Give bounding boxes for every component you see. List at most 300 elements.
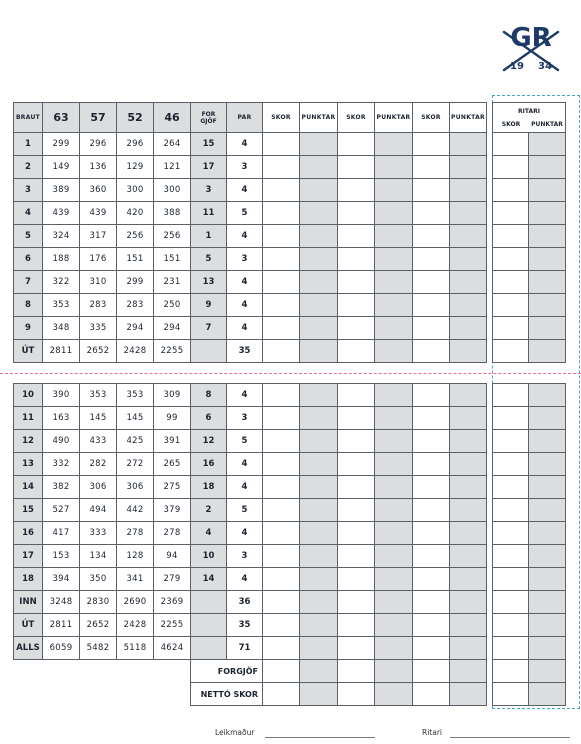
punktar-cell[interactable] <box>300 384 338 407</box>
punktar-cell[interactable] <box>375 317 413 340</box>
ritari-punktar-cell[interactable] <box>529 248 566 271</box>
punktar-cell[interactable] <box>300 545 338 568</box>
ritari-skor-cell[interactable] <box>493 591 529 614</box>
tee-57-length: 494 <box>80 499 117 522</box>
ritari-punktar-cell[interactable] <box>529 271 566 294</box>
punktar-cell[interactable] <box>375 499 413 522</box>
spacer <box>14 683 43 706</box>
punktar-cell[interactable] <box>300 522 338 545</box>
spacer <box>43 660 80 683</box>
tee-57-length: 333 <box>80 522 117 545</box>
ritari-skor-cell[interactable] <box>493 202 529 225</box>
skor-cell[interactable] <box>263 545 300 568</box>
ritari-punktar-cell[interactable] <box>529 545 566 568</box>
punktar-cell[interactable] <box>300 453 338 476</box>
punktar-cell[interactable] <box>300 683 338 706</box>
skor-cell[interactable] <box>263 453 300 476</box>
punktar-cell[interactable] <box>300 133 338 156</box>
tee-63-length: 394 <box>43 568 80 591</box>
tee-46-length: 278 <box>154 522 191 545</box>
skor-cell[interactable] <box>413 568 450 591</box>
skor-cell[interactable] <box>338 591 375 614</box>
punktar-cell[interactable] <box>300 317 338 340</box>
hole-par: 4 <box>227 476 263 499</box>
tee-52-length: 129 <box>117 156 154 179</box>
spacer <box>43 683 80 706</box>
skor-cell[interactable] <box>263 407 300 430</box>
punktar-cell[interactable] <box>300 294 338 317</box>
skor-cell[interactable] <box>338 317 375 340</box>
punktar-cell[interactable] <box>300 271 338 294</box>
tee-57-length: 136 <box>80 156 117 179</box>
punktar-cell[interactable] <box>450 407 487 430</box>
hole-handicap: 11 <box>191 202 227 225</box>
hole-row <box>14 225 566 248</box>
hole-par: 4 <box>227 317 263 340</box>
skor-cell[interactable] <box>338 407 375 430</box>
spacer <box>80 660 117 683</box>
ritari-skor-cell[interactable] <box>493 407 529 430</box>
skor-cell[interactable] <box>338 202 375 225</box>
skor-cell[interactable] <box>338 133 375 156</box>
hole-par: 4 <box>227 384 263 407</box>
summary-label: FORGJÖF <box>191 660 263 683</box>
punktar-cell[interactable] <box>450 545 487 568</box>
tee-46-total: 2369 <box>154 591 191 614</box>
skor-header: SKOR <box>338 103 375 133</box>
skor-cell[interactable] <box>413 156 450 179</box>
tee-46-total: 2255 <box>154 614 191 637</box>
tee-52-length: 294 <box>117 317 154 340</box>
punktar-cell[interactable] <box>450 453 487 476</box>
skor-cell[interactable] <box>413 179 450 202</box>
tee-52-length: 256 <box>117 225 154 248</box>
spacer <box>154 660 191 683</box>
tee-63-total: 6059 <box>43 637 80 660</box>
skor-cell[interactable] <box>338 683 375 706</box>
par-total: 35 <box>227 340 263 363</box>
hole-number: 5 <box>14 225 43 248</box>
hole-par: 5 <box>227 430 263 453</box>
ritari-skor-cell[interactable] <box>493 430 529 453</box>
skor-cell[interactable] <box>263 591 300 614</box>
hole-handicap: 8 <box>191 384 227 407</box>
ritari-skor-cell[interactable] <box>493 271 529 294</box>
ritari-skor-cell[interactable] <box>493 225 529 248</box>
punktar-cell[interactable] <box>375 156 413 179</box>
ritari-punktar-cell[interactable] <box>529 499 566 522</box>
punktar-cell[interactable] <box>300 637 338 660</box>
ritari-skor-cell[interactable] <box>493 568 529 591</box>
skor-cell[interactable] <box>413 340 450 363</box>
punktar-cell[interactable] <box>300 476 338 499</box>
punktar-header: PUNKTAR <box>450 103 487 133</box>
punktar-header: PUNKTAR <box>375 103 413 133</box>
hole-row <box>14 476 566 499</box>
hole-handicap: 3 <box>191 179 227 202</box>
hole-handicap: 2 <box>191 499 227 522</box>
skor-cell[interactable] <box>263 248 300 271</box>
ritari-punktar-cell[interactable] <box>529 225 566 248</box>
tee-57-length: 282 <box>80 453 117 476</box>
punktar-cell[interactable] <box>450 384 487 407</box>
punktar-cell[interactable] <box>375 133 413 156</box>
hole-number: 17 <box>14 545 43 568</box>
skor-cell[interactable] <box>263 133 300 156</box>
punktar-cell[interactable] <box>375 179 413 202</box>
ritari-punktar-cell[interactable] <box>529 476 566 499</box>
tee-52-length: 128 <box>117 545 154 568</box>
punktar-cell[interactable] <box>375 384 413 407</box>
ritari-punktar-cell[interactable] <box>529 430 566 453</box>
punktar-cell[interactable] <box>450 133 487 156</box>
punktar-cell[interactable] <box>450 202 487 225</box>
tee-63-length: 382 <box>43 476 80 499</box>
skor-cell[interactable] <box>413 271 450 294</box>
hole-par: 3 <box>227 407 263 430</box>
skor-cell[interactable] <box>338 614 375 637</box>
punktar-cell[interactable] <box>375 568 413 591</box>
total-row <box>14 591 566 614</box>
hole-handicap: 7 <box>191 317 227 340</box>
par-total: 71 <box>227 637 263 660</box>
tee-57-length: 433 <box>80 430 117 453</box>
skor-cell[interactable] <box>338 568 375 591</box>
skor-cell[interactable] <box>413 499 450 522</box>
skor-cell[interactable] <box>263 317 300 340</box>
tee-57-length: 360 <box>80 179 117 202</box>
hole-handicap: 10 <box>191 545 227 568</box>
hole-row <box>14 453 566 476</box>
tee-52-length: 420 <box>117 202 154 225</box>
skor-cell[interactable] <box>413 522 450 545</box>
punktar-cell[interactable] <box>450 568 487 591</box>
ritari-skor-cell[interactable] <box>493 614 529 637</box>
ritari-skor-cell[interactable] <box>493 522 529 545</box>
hole-row <box>14 522 566 545</box>
tee-57-total: 5482 <box>80 637 117 660</box>
hole-row <box>14 499 566 522</box>
punktar-cell[interactable] <box>450 499 487 522</box>
punktar-cell[interactable] <box>450 522 487 545</box>
hole-row <box>14 133 566 156</box>
punktar-cell[interactable] <box>450 637 487 660</box>
skor-cell[interactable] <box>413 133 450 156</box>
hole-number: 6 <box>14 248 43 271</box>
ritari-skor-cell[interactable] <box>493 683 529 706</box>
header-row <box>14 103 566 133</box>
skor-cell[interactable] <box>338 453 375 476</box>
tee-52-total: 2428 <box>117 340 154 363</box>
skor-cell[interactable] <box>263 637 300 660</box>
punktar-cell[interactable] <box>300 614 338 637</box>
punktar-cell[interactable] <box>450 156 487 179</box>
punktar-cell[interactable] <box>300 202 338 225</box>
total-row <box>14 637 566 660</box>
skor-cell[interactable] <box>413 476 450 499</box>
hole-row <box>14 407 566 430</box>
tee-46-total: 2255 <box>154 340 191 363</box>
hole-par: 4 <box>227 179 263 202</box>
ritari-punktar-cell[interactable] <box>529 614 566 637</box>
hole-handicap: 12 <box>191 430 227 453</box>
tee-46-length: 250 <box>154 294 191 317</box>
hole-row <box>14 156 566 179</box>
punktar-cell[interactable] <box>450 430 487 453</box>
punktar-cell[interactable] <box>300 248 338 271</box>
skor-cell[interactable] <box>263 294 300 317</box>
tee-52-length: 151 <box>117 248 154 271</box>
skor-cell[interactable] <box>338 248 375 271</box>
skor-cell[interactable] <box>263 614 300 637</box>
ritari-punktar-cell[interactable] <box>529 660 566 683</box>
tee-57-length: 317 <box>80 225 117 248</box>
ritari-punktar-cell[interactable] <box>529 637 566 660</box>
skor-cell[interactable] <box>413 294 450 317</box>
punktar-cell[interactable] <box>450 179 487 202</box>
skor-cell[interactable] <box>413 225 450 248</box>
ritari-punktar-cell[interactable] <box>529 384 566 407</box>
skor-cell[interactable] <box>338 294 375 317</box>
tee-52-length: 306 <box>117 476 154 499</box>
hole-number: 12 <box>14 430 43 453</box>
ritari-punktar-cell[interactable] <box>529 202 566 225</box>
tee-63-header: 63 <box>43 103 80 133</box>
tee-52-length: 283 <box>117 294 154 317</box>
punktar-cell[interactable] <box>300 179 338 202</box>
tee-63-length: 153 <box>43 545 80 568</box>
punktar-cell[interactable] <box>375 476 413 499</box>
tee-52-length: 296 <box>117 133 154 156</box>
skor-cell[interactable] <box>413 384 450 407</box>
handicap-total <box>191 614 227 637</box>
skor-cell[interactable] <box>263 384 300 407</box>
skor-cell[interactable] <box>263 202 300 225</box>
skor-cell[interactable] <box>413 453 450 476</box>
ritari-punktar-cell[interactable] <box>529 156 566 179</box>
punktar-cell[interactable] <box>375 248 413 271</box>
punktar-cell[interactable] <box>375 591 413 614</box>
punktar-cell[interactable] <box>300 430 338 453</box>
skor-cell[interactable] <box>338 545 375 568</box>
marker-signature-line[interactable] <box>450 737 570 738</box>
skor-cell[interactable] <box>413 591 450 614</box>
skor-cell[interactable] <box>263 271 300 294</box>
ritari-skor-cell[interactable] <box>493 156 529 179</box>
tee-57-length: 310 <box>80 271 117 294</box>
punktar-cell[interactable] <box>375 407 413 430</box>
ritari-skor-cell[interactable] <box>493 340 529 363</box>
skor-cell[interactable] <box>338 271 375 294</box>
tee-57-total: 2830 <box>80 591 117 614</box>
skor-cell[interactable] <box>413 248 450 271</box>
ritari-skor-cell[interactable] <box>493 476 529 499</box>
punktar-cell[interactable] <box>375 340 413 363</box>
tee-52-total: 5118 <box>117 637 154 660</box>
skor-cell[interactable] <box>413 545 450 568</box>
punktar-cell[interactable] <box>450 591 487 614</box>
skor-cell[interactable] <box>263 430 300 453</box>
skor-cell[interactable] <box>338 156 375 179</box>
punktar-cell[interactable] <box>450 683 487 706</box>
punktar-cell[interactable] <box>450 317 487 340</box>
punktar-cell[interactable] <box>450 476 487 499</box>
skor-cell[interactable] <box>263 522 300 545</box>
tee-46-length: 264 <box>154 133 191 156</box>
skor-cell[interactable] <box>338 340 375 363</box>
ritari-skor-cell[interactable] <box>493 384 529 407</box>
punktar-cell[interactable] <box>375 545 413 568</box>
hole-handicap: 5 <box>191 248 227 271</box>
skor-cell[interactable] <box>413 614 450 637</box>
punktar-cell[interactable] <box>450 225 487 248</box>
tee-63-length: 332 <box>43 453 80 476</box>
hole-par: 5 <box>227 202 263 225</box>
hole-par: 3 <box>227 156 263 179</box>
punktar-cell[interactable] <box>300 499 338 522</box>
ritari-skor-cell[interactable] <box>493 545 529 568</box>
tee-46-length: 256 <box>154 225 191 248</box>
skor-cell[interactable] <box>263 225 300 248</box>
skor-header: SKOR <box>263 103 300 133</box>
ritari-skor-cell[interactable] <box>493 637 529 660</box>
hole-number: 16 <box>14 522 43 545</box>
skor-cell[interactable] <box>263 683 300 706</box>
tee-57-total: 2652 <box>80 340 117 363</box>
skor-cell[interactable] <box>263 179 300 202</box>
punktar-cell[interactable] <box>375 660 413 683</box>
player-signature-line[interactable] <box>265 737 375 738</box>
skor-cell[interactable] <box>413 317 450 340</box>
tee-46-length: 379 <box>154 499 191 522</box>
ritari-skor-cell[interactable] <box>493 133 529 156</box>
ritari-punktar-cell[interactable] <box>529 522 566 545</box>
ritari-skor-cell[interactable] <box>493 453 529 476</box>
punktar-cell[interactable] <box>375 430 413 453</box>
tee-46-length: 279 <box>154 568 191 591</box>
ritari-skor-cell[interactable] <box>493 499 529 522</box>
punktar-cell[interactable] <box>375 202 413 225</box>
spacer <box>154 683 191 706</box>
ritari-skor-cell[interactable] <box>493 660 529 683</box>
punktar-cell[interactable] <box>300 225 338 248</box>
ritari-skor-cell[interactable] <box>493 179 529 202</box>
ritari-punktar-cell[interactable] <box>529 407 566 430</box>
tee-46-length: 265 <box>154 453 191 476</box>
punktar-cell[interactable] <box>450 660 487 683</box>
skor-cell[interactable] <box>263 340 300 363</box>
total-label: ALLS <box>14 637 43 660</box>
punktar-cell[interactable] <box>300 660 338 683</box>
skor-cell[interactable] <box>338 499 375 522</box>
skor-cell[interactable] <box>263 476 300 499</box>
punktar-cell[interactable] <box>450 340 487 363</box>
skor-cell[interactable] <box>338 522 375 545</box>
skor-cell[interactable] <box>263 156 300 179</box>
hole-handicap: 18 <box>191 476 227 499</box>
tee-52-length: 299 <box>117 271 154 294</box>
ritari-skor-cell[interactable] <box>493 248 529 271</box>
hole-number: 15 <box>14 499 43 522</box>
skor-cell[interactable] <box>263 499 300 522</box>
punktar-cell[interactable] <box>450 248 487 271</box>
hole-handicap: 14 <box>191 568 227 591</box>
ritari-punktar-cell[interactable] <box>529 683 566 706</box>
ritari-punktar-cell[interactable] <box>529 568 566 591</box>
skor-cell[interactable] <box>338 660 375 683</box>
ritari-skor-cell[interactable] <box>493 317 529 340</box>
skor-cell[interactable] <box>338 430 375 453</box>
ritari-punktar-cell[interactable] <box>529 133 566 156</box>
skor-cell[interactable] <box>413 637 450 660</box>
skor-cell[interactable] <box>413 660 450 683</box>
hole-handicap: 13 <box>191 271 227 294</box>
ritari-skor-cell[interactable] <box>493 294 529 317</box>
hole-par: 5 <box>227 499 263 522</box>
punktar-cell[interactable] <box>375 225 413 248</box>
marker-signature-label: Ritari <box>422 728 442 737</box>
skor-cell[interactable] <box>413 430 450 453</box>
tee-63-length: 299 <box>43 133 80 156</box>
hole-par: 4 <box>227 294 263 317</box>
ritari-punktar-cell[interactable] <box>529 591 566 614</box>
skor-cell[interactable] <box>338 476 375 499</box>
skor-cell[interactable] <box>263 568 300 591</box>
ritari-punktar-cell[interactable] <box>529 317 566 340</box>
punktar-cell[interactable] <box>450 271 487 294</box>
punktar-cell[interactable] <box>450 614 487 637</box>
skor-cell[interactable] <box>338 225 375 248</box>
hole-number: 4 <box>14 202 43 225</box>
ritari-punktar-cell[interactable] <box>529 340 566 363</box>
skor-cell[interactable] <box>263 660 300 683</box>
punktar-cell[interactable] <box>300 568 338 591</box>
punktar-cell[interactable] <box>300 407 338 430</box>
skor-cell[interactable] <box>338 637 375 660</box>
punktar-cell[interactable] <box>375 637 413 660</box>
hole-par: 4 <box>227 133 263 156</box>
tee-46-length: 151 <box>154 248 191 271</box>
skor-cell[interactable] <box>413 202 450 225</box>
handicap-total <box>191 591 227 614</box>
punktar-cell[interactable] <box>375 294 413 317</box>
punktar-cell[interactable] <box>300 340 338 363</box>
punktar-header: PUNKTAR <box>300 103 338 133</box>
tee-57-header: 57 <box>80 103 117 133</box>
ritari-punktar-cell[interactable] <box>529 179 566 202</box>
punktar-cell[interactable] <box>375 683 413 706</box>
ritari-punktar-cell[interactable] <box>529 453 566 476</box>
skor-cell[interactable] <box>338 384 375 407</box>
tee-57-total: 2652 <box>80 614 117 637</box>
skor-cell[interactable] <box>338 179 375 202</box>
ritari-punktar-cell[interactable] <box>529 294 566 317</box>
ritari-header: RITARI SKOR PUNKTAR <box>493 103 566 133</box>
punktar-cell[interactable] <box>375 614 413 637</box>
punktar-cell[interactable] <box>300 591 338 614</box>
skor-cell[interactable] <box>413 407 450 430</box>
tee-46-length: 309 <box>154 384 191 407</box>
punktar-cell[interactable] <box>375 271 413 294</box>
tee-63-length: 439 <box>43 202 80 225</box>
punktar-cell[interactable] <box>375 522 413 545</box>
punktar-cell[interactable] <box>300 156 338 179</box>
skor-cell[interactable] <box>413 683 450 706</box>
punktar-cell[interactable] <box>375 453 413 476</box>
hole-number: 7 <box>14 271 43 294</box>
handicap-total <box>191 637 227 660</box>
punktar-cell[interactable] <box>450 294 487 317</box>
